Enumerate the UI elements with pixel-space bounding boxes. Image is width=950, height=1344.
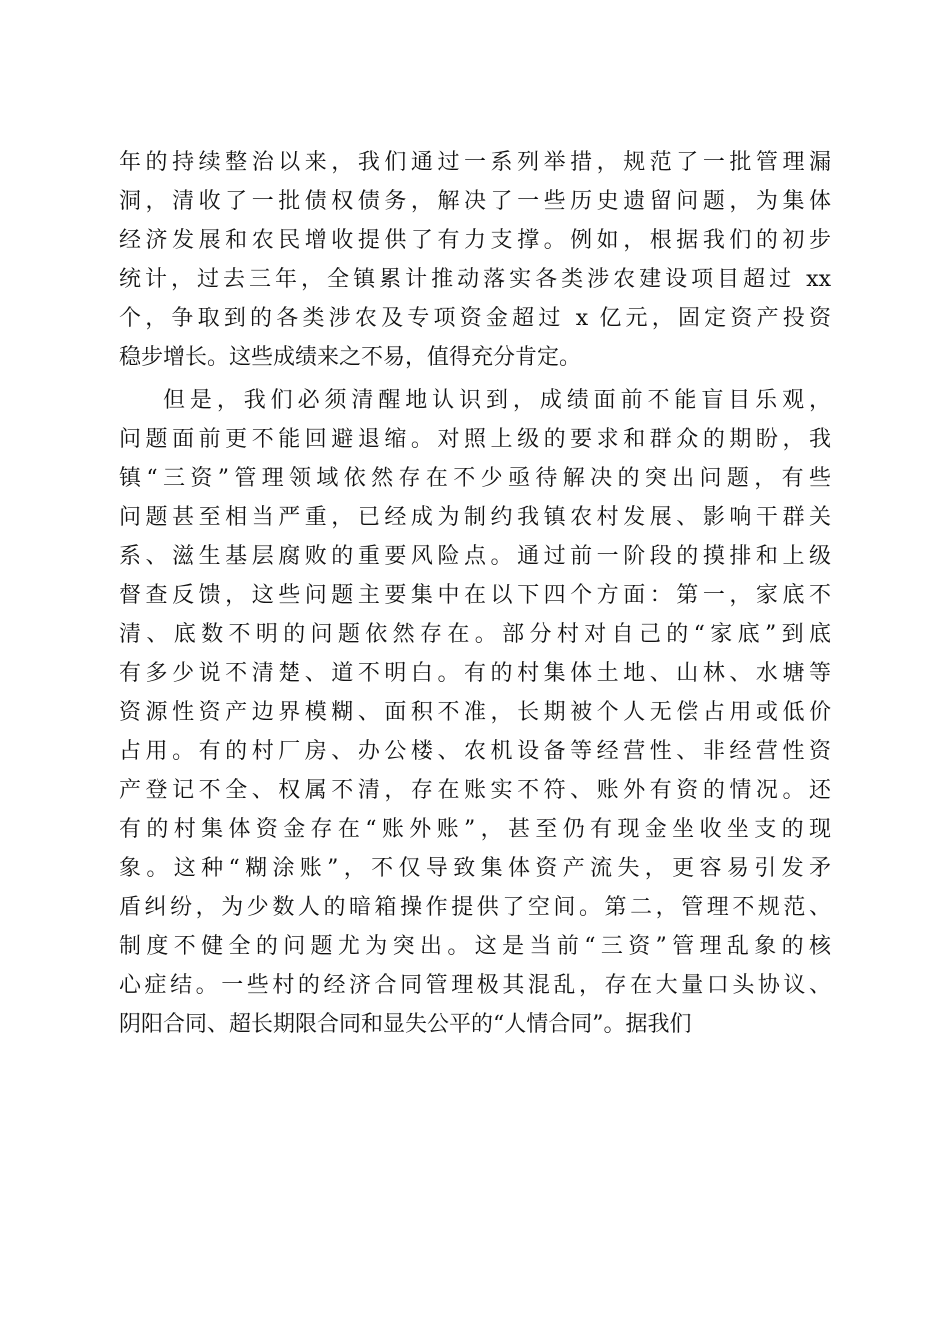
text-line: 阴阳合同、超长期限合同和显失公平的“人情合同”。据我们: [119, 1012, 692, 1037]
text-line: 产登记不全、权属不清，存在账实不符、账外有资的情况。还: [119, 778, 831, 803]
text-line: 问题面前更不能回避退缩。对照上级的要求和群众的期盼，我: [119, 427, 831, 452]
text-line: 制度不健全的问题尤为突出。这是当前“三资”管理乱象的核: [119, 934, 831, 959]
paragraph-2: [119, 381, 831, 1044]
text-line: 但是，我们必须清醒地认识到，成绩面前不能盲目乐观，: [163, 388, 831, 413]
text-line: 洞，清收了一批债权债务，解决了一些历史遗留问题，为集体: [119, 189, 831, 214]
text-line: 问题甚至相当严重，已经成为制约我镇农村发展、影响干群关: [119, 505, 831, 530]
text-line: 盾纠纷，为少数人的暗箱操作提供了空间。第二，管理不规范、: [119, 895, 831, 920]
document-body: [119, 143, 831, 1044]
text-line: 占用。有的村厂房、办公楼、农机设备等经营性、非经营性资: [119, 739, 831, 764]
paragraph-1: [119, 143, 831, 377]
text-line: 镇“三资”管理领域依然存在不少亟待解决的突出问题，有些: [119, 466, 831, 491]
text-line: 有的村集体资金存在“账外账”，甚至仍有现金坐收坐支的现: [119, 817, 831, 842]
text-line: 系、滋生基层腐败的重要风险点。通过前一阶段的摸排和上级: [119, 544, 831, 569]
text-line: 资源性资产边界模糊、面积不准，长期被个人无偿占用或低价: [119, 700, 831, 725]
text-line: 象。这种“糊涂账”，不仅导致集体资产流失，更容易引发矛: [119, 856, 831, 881]
text-line: 有多少说不清楚、道不明白。有的村集体土地、山林、水塘等: [119, 661, 831, 686]
text-line: 经济发展和农民增收提供了有力支撑。例如，根据我们的初步: [119, 228, 831, 253]
text-line: 稳步增长。这些成绩来之不易，值得充分肯定。: [119, 345, 582, 370]
text-line: 督查反馈，这些问题主要集中在以下四个方面：第一，家底不: [119, 583, 831, 608]
text-line: 统计，过去三年，全镇累计推动落实各类涉农建设项目超过 xx: [119, 267, 831, 292]
text-line: 心症结。一些村的经济合同管理极其混乱，存在大量口头协议、: [119, 973, 831, 998]
text-line: 年的持续整治以来，我们通过一系列举措，规范了一批管理漏: [119, 150, 831, 175]
text-line: 清、底数不明的问题依然存在。部分村对自己的“家底”到底: [119, 622, 831, 647]
text-line: 个，争取到的各类涉农及专项资金超过 x 亿元，固定资产投资: [119, 306, 831, 331]
